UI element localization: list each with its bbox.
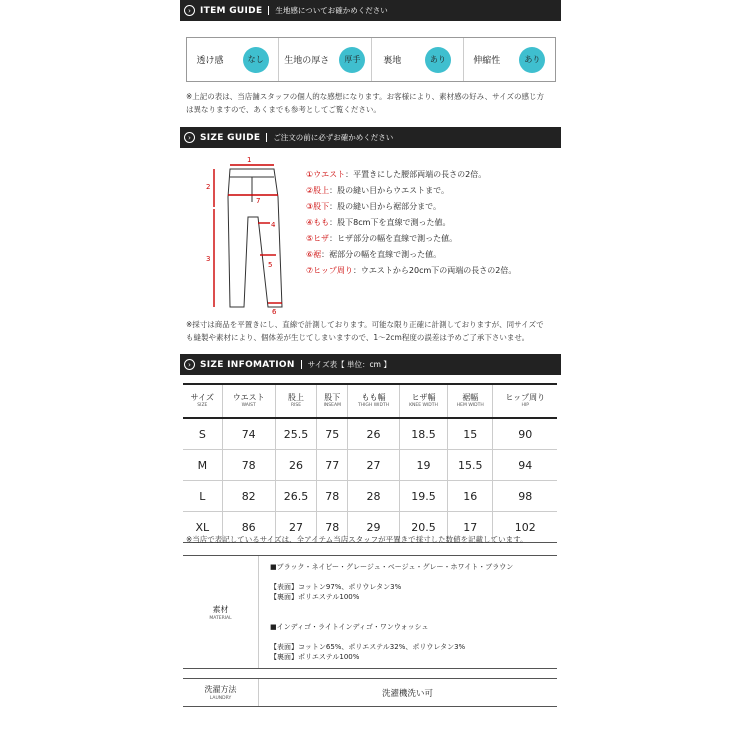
- size-cell: 19.5: [399, 481, 447, 512]
- size-cell: 26.5: [275, 481, 317, 512]
- material-section: 素材 MATERIAL ■ブラック・ネイビー・グレージュ・ベージュ・グレー・ホワイト・ブラウン 【表面】コットン97%、ポリウレタン3% 【裏面】ポリエステル100% ■インディゴ・ライトインディゴ・ワンウォッシュ 【表面】コットン65%、ポリエステル32%、ポリウレタン3% 【裏面】ポリエステル100%: [183, 555, 557, 669]
- size-cell: 29: [348, 512, 400, 543]
- chevron-right-icon: ›: [184, 5, 195, 16]
- diagram-num: 2: [206, 183, 211, 191]
- laundry-section: 洗濯方法 LAUNDRY 洗濯機洗い可: [183, 678, 557, 707]
- size-cell: 74: [222, 418, 275, 450]
- size-cell: 75: [317, 418, 348, 450]
- size-cell: 26: [348, 418, 400, 450]
- size-cell: 77: [317, 450, 348, 481]
- size-header: 股下 INSEAM: [317, 384, 348, 418]
- item-guide-note: ※上記の表は、当店舗スタッフの個人的な感想になります。お客様により、素材感の好み、サイズの感じ方 は異なりますので、あくまでも参考としてご覧ください。: [186, 92, 545, 114]
- guide-stretch: 伸縮性 あり: [464, 38, 555, 81]
- badge: あり: [425, 47, 451, 73]
- size-cell: 90: [493, 418, 557, 450]
- size-cell: 86: [222, 512, 275, 543]
- item-guide-subtitle: 生地感についてお確かめください: [275, 6, 388, 15]
- size-header: もも幅 THIGH WIDTH: [348, 384, 400, 418]
- size-cell: 26: [275, 450, 317, 481]
- size-cell: 15: [448, 418, 493, 450]
- size-cell: M: [183, 450, 222, 481]
- diagram-num: 6: [272, 308, 277, 316]
- item-guide-title: ITEM GUIDE: [200, 5, 263, 16]
- badge: 厚手: [339, 47, 365, 73]
- size-legend: ①ウエスト：平置きにした腰部両端の長さの2倍。 ②股上：股の縫い目からウエストまで。 ③股下：股の縫い目から裾部分まで。 ④もも：股下8cm下を直線で測った値。 ⑤ヒザ：ヒザ部分の幅を直線で測った値。 ⑥裾：裾部分の幅を直線で測った値。 ⑦ヒップ周り：ウエストから20cm下の両端の長さの2倍。: [306, 170, 517, 275]
- table-row: [183, 418, 557, 450]
- size-info-note: ※当店で表記しているサイズは、全アイテム当店スタッフが平置きで採寸した数値を記載しています。: [186, 535, 528, 544]
- size-cell: S: [183, 418, 222, 450]
- guide-lining: 裏地 あり: [372, 38, 464, 81]
- item-guide-table: [186, 37, 556, 82]
- size-header: ウエスト WAIST: [222, 384, 275, 418]
- size-header: 裾幅 HEM WIDTH: [448, 384, 493, 418]
- size-table: [183, 383, 557, 543]
- guide-thickness: 生地の厚さ 厚手: [279, 38, 371, 81]
- size-cell: 78: [317, 481, 348, 512]
- size-info-header: › SIZE INFOMATION サイズ表【 単位：cm 】: [180, 354, 561, 375]
- size-cell: 27: [348, 450, 400, 481]
- size-header: ヒップ周り HIP: [493, 384, 557, 418]
- size-cell: 20.5: [399, 512, 447, 543]
- size-cell: 102: [493, 512, 557, 543]
- diagram-num: 1: [247, 157, 252, 164]
- size-header: サイズ SIZE: [190, 393, 215, 408]
- table-row: [183, 481, 557, 512]
- size-cell: 17: [448, 512, 493, 543]
- size-cell: 15.5: [448, 450, 493, 481]
- diagram-num: 5: [268, 261, 273, 269]
- size-guide-header: › SIZE GUIDE ご注文の前に必ずお確かめください: [180, 127, 561, 148]
- size-header: ヒザ幅 KNEE WIDTH: [399, 384, 447, 418]
- size-cell: XL: [183, 512, 222, 543]
- badge: なし: [243, 47, 269, 73]
- size-cell: 19: [399, 450, 447, 481]
- item-guide-header: [180, 0, 561, 21]
- size-guide-note: ※採寸は商品を平置きにし、直線で計測しております。可能な限り正確に計測しておりますが、同サイズで も縫製や素材により、個体差が生じてしまいますので、1〜2cm程度の誤差は予めご了承下さいませ。: [186, 320, 544, 342]
- diagram-num: 3: [206, 255, 211, 263]
- size-header: 股上 RISE: [275, 384, 317, 418]
- size-cell: 28: [348, 481, 400, 512]
- size-cell: 78: [317, 512, 348, 543]
- badge: あり: [519, 47, 545, 73]
- size-cell: 25.5: [275, 418, 317, 450]
- guide-sheer: 透け感 なし: [187, 38, 279, 81]
- size-cell: 16: [448, 481, 493, 512]
- diagram-num: 4: [271, 221, 276, 229]
- size-cell: 94: [493, 450, 557, 481]
- diagram-num: 7: [256, 197, 261, 205]
- laundry-value: 洗濯機洗い可: [381, 688, 433, 699]
- size-cell: 82: [222, 481, 275, 512]
- material-text: ■ブラック・ネイビー・グレージュ・ベージュ・グレー・ホワイト・ブラウン 【表面】コットン97%、ポリウレタン3% 【裏面】ポリエステル100% ■インディゴ・ライトインディゴ・ワンウォッシュ 【表面】コットン65%、ポリエステル32%、ポリウレタン3% 【裏面】ポリエステル100%: [270, 563, 514, 661]
- table-row: [183, 450, 557, 481]
- size-cell: 27: [275, 512, 317, 543]
- chevron-right-icon: ›: [184, 359, 195, 370]
- size-cell: L: [183, 481, 222, 512]
- chevron-right-icon: ›: [184, 132, 195, 143]
- size-cell: 78: [222, 450, 275, 481]
- size-cell: 18.5: [399, 418, 447, 450]
- size-cell: 98: [493, 481, 557, 512]
- pants-diagram: [202, 157, 292, 317]
